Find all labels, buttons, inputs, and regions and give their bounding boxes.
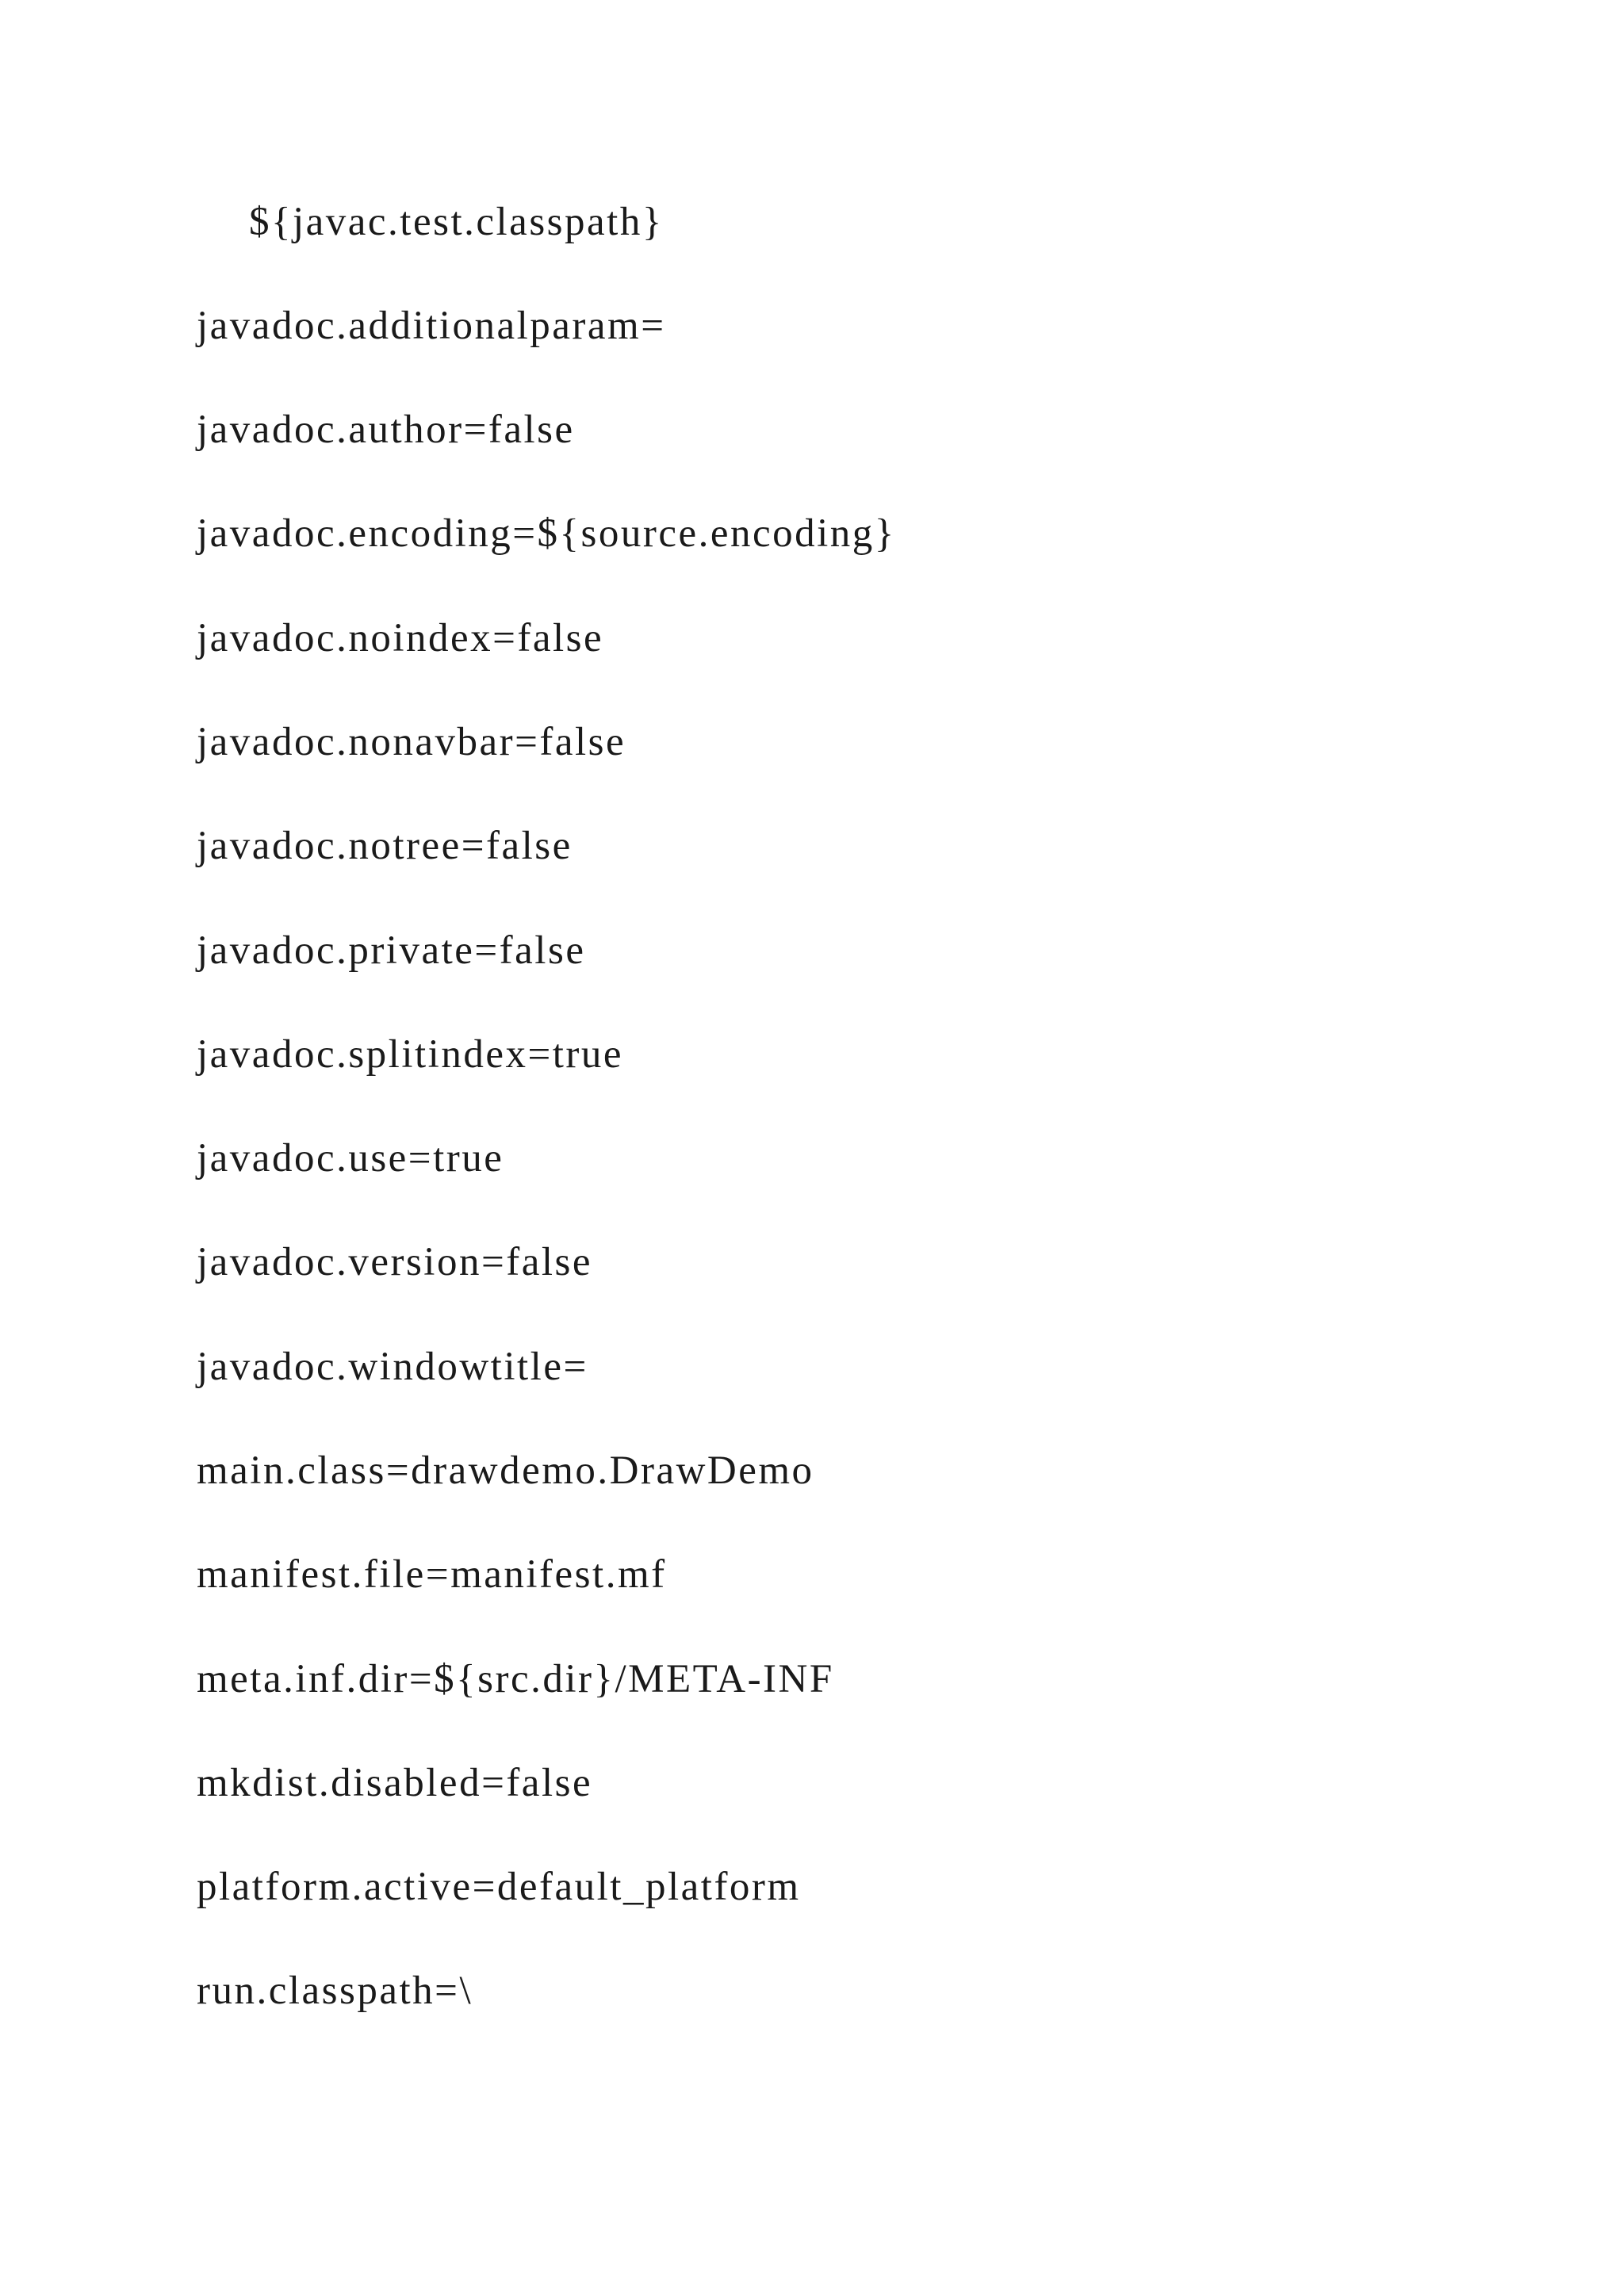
property-line: meta.inf.dir=${src.dir}/META-INF xyxy=(197,1657,834,1701)
property-line: manifest.file=manifest.mf xyxy=(197,1552,667,1597)
property-line: javadoc.encoding=${source.encoding} xyxy=(197,511,896,556)
property-line: javadoc.private=false xyxy=(197,928,586,973)
property-line: javadoc.use=true xyxy=(197,1136,504,1181)
property-line: ${javac.test.classpath} xyxy=(249,200,664,244)
property-line: javadoc.additionalparam= xyxy=(197,304,666,348)
property-line: main.class=drawdemo.DrawDemo xyxy=(197,1448,814,1493)
property-line: javadoc.notree=false xyxy=(197,824,573,868)
property-line: javadoc.version=false xyxy=(197,1240,592,1284)
property-line: javadoc.windowtitle= xyxy=(197,1345,588,1389)
property-line: javadoc.noindex=false xyxy=(197,616,604,660)
property-line: platform.active=default_platform xyxy=(197,1865,801,1909)
property-line: mkdist.disabled=false xyxy=(197,1761,593,1805)
property-line: run.classpath=\ xyxy=(197,1969,473,2013)
property-line: javadoc.splitindex=true xyxy=(197,1032,624,1077)
property-line: javadoc.author=false xyxy=(197,408,575,452)
property-line: javadoc.nonavbar=false xyxy=(197,720,626,764)
